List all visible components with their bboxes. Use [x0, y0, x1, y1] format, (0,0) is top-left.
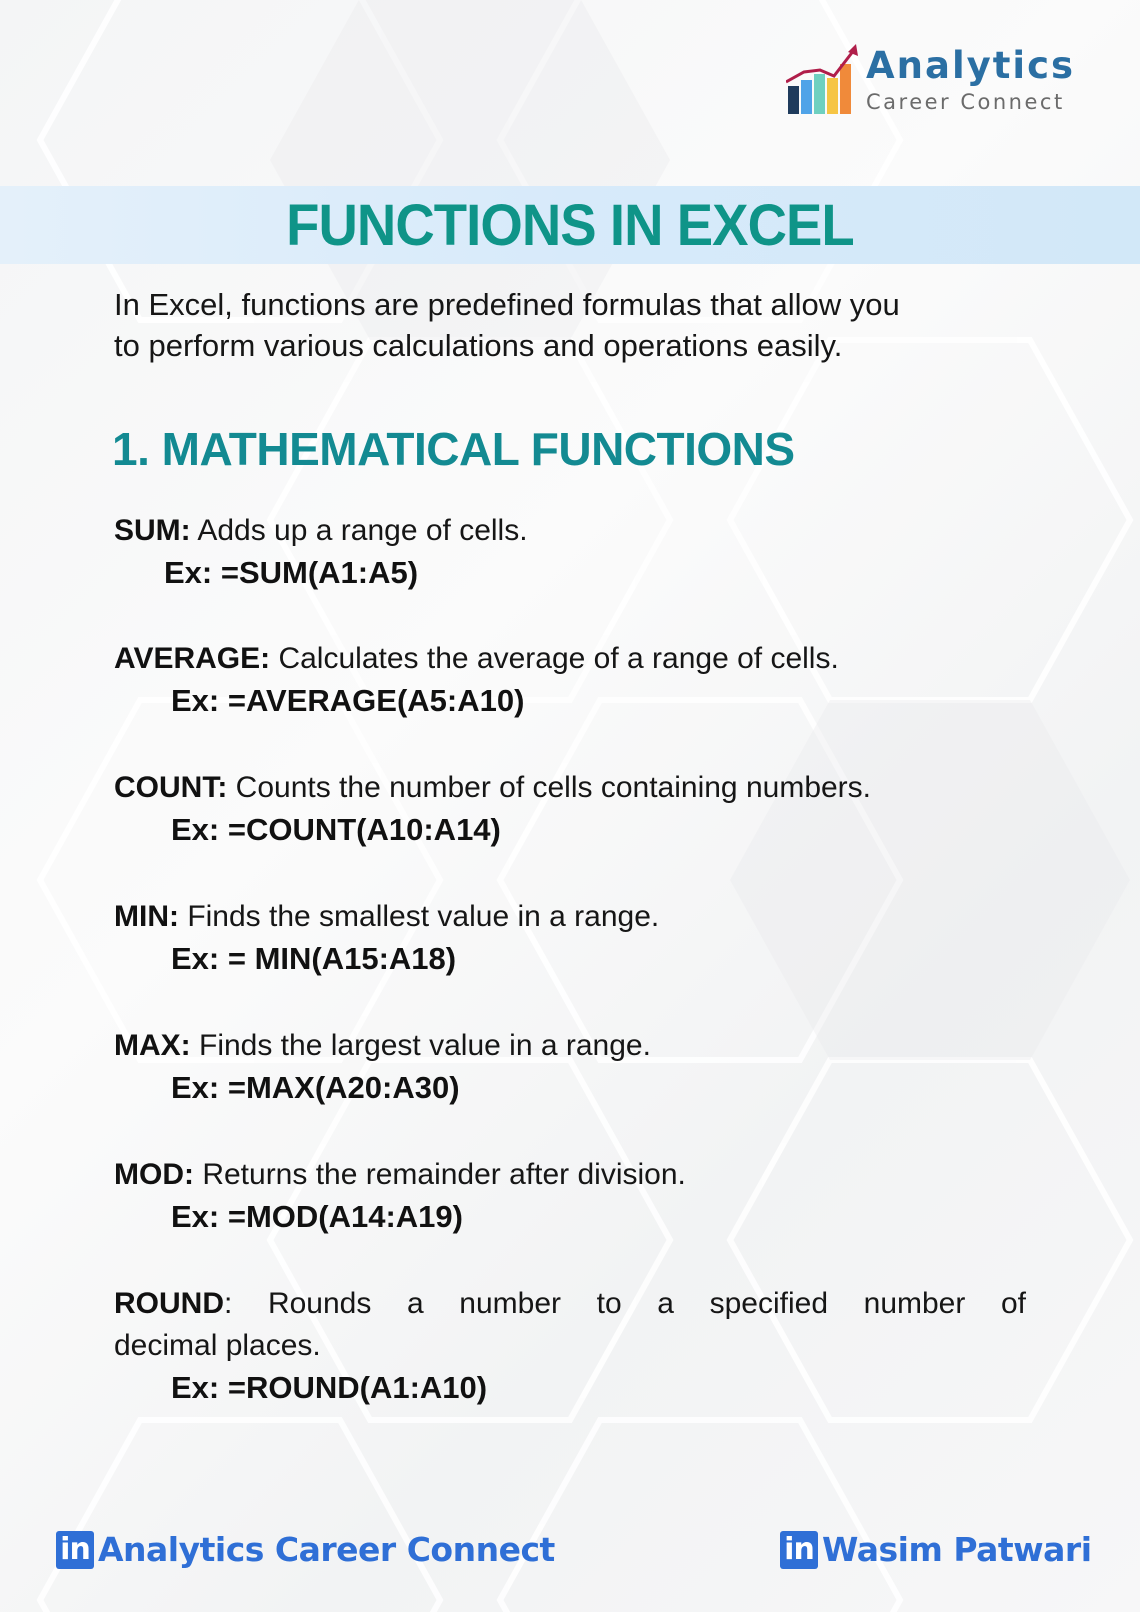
function-name: AVERAGE:: [114, 642, 271, 675]
linkedin-icon: in: [780, 1531, 818, 1569]
function-name: COUNT:: [114, 771, 228, 804]
function-item-count: [114, 767, 1026, 851]
function-example: Ex: =SUM(A1:A5): [164, 555, 419, 590]
function-item-max: [114, 1025, 1026, 1109]
function-name: MIN:: [114, 900, 179, 933]
function-item-round: [114, 1283, 1026, 1409]
function-description: Counts the number of cells containing numbers.: [227, 771, 872, 804]
brand-logo: [786, 42, 1086, 118]
footer-linkedin-company-link[interactable]: [56, 1530, 555, 1569]
function-description: Finds the smallest value in a range.: [178, 900, 660, 933]
function-item-mod: [114, 1154, 1026, 1238]
footer-linkedin-author-link[interactable]: [780, 1530, 1092, 1569]
footer-company-label: Analytics Career Connect: [98, 1530, 555, 1569]
function-item-average: [114, 638, 1026, 722]
intro-line-1: In Excel, functions are predefined formulas that allow you: [114, 287, 900, 322]
footer-author-label: Wasim Patwari: [822, 1530, 1092, 1569]
function-description: : Rounds a number to a specified number of: [224, 1287, 1026, 1320]
linkedin-icon: in: [56, 1531, 94, 1569]
function-description: Finds the largest value in a range.: [190, 1029, 651, 1062]
function-item-min: [114, 896, 1026, 980]
brand-name: Analytics: [866, 44, 1076, 87]
intro-paragraph: [114, 284, 1014, 366]
function-name: MAX:: [114, 1029, 191, 1062]
function-description: Returns the remainder after division.: [193, 1158, 686, 1191]
title-banner: [0, 186, 1140, 264]
function-name: MOD:: [114, 1158, 194, 1191]
function-example: Ex: =MOD(A14:A19): [171, 1199, 463, 1234]
page-title: FUNCTIONS IN EXCEL: [286, 192, 854, 258]
function-example: Ex: =ROUND(A1:A10): [171, 1370, 488, 1405]
brand-tagline: Career Connect: [866, 90, 1065, 114]
function-example: Ex: =AVERAGE(A5:A10): [171, 683, 525, 718]
function-name: ROUND: [114, 1287, 224, 1320]
function-description-line-1: [114, 1283, 1026, 1325]
function-description-line-2: decimal places.: [114, 1329, 321, 1362]
function-example: Ex: =MAX(A20:A30): [171, 1070, 460, 1105]
section-heading: 1. MATHEMATICAL FUNCTIONS: [112, 423, 795, 475]
function-description: Calculates the average of a range of cells.: [270, 642, 839, 675]
function-description: Adds up a range of cells.: [190, 514, 528, 547]
bar-chart-growth-icon: [786, 42, 862, 118]
function-example: Ex: = MIN(A15:A18): [171, 941, 457, 976]
function-example: Ex: =COUNT(A10:A14): [171, 812, 501, 847]
function-item-sum: [114, 510, 1026, 594]
function-name: SUM:: [114, 514, 191, 547]
intro-line-2: to perform various calculations and operations easily.: [114, 328, 843, 363]
